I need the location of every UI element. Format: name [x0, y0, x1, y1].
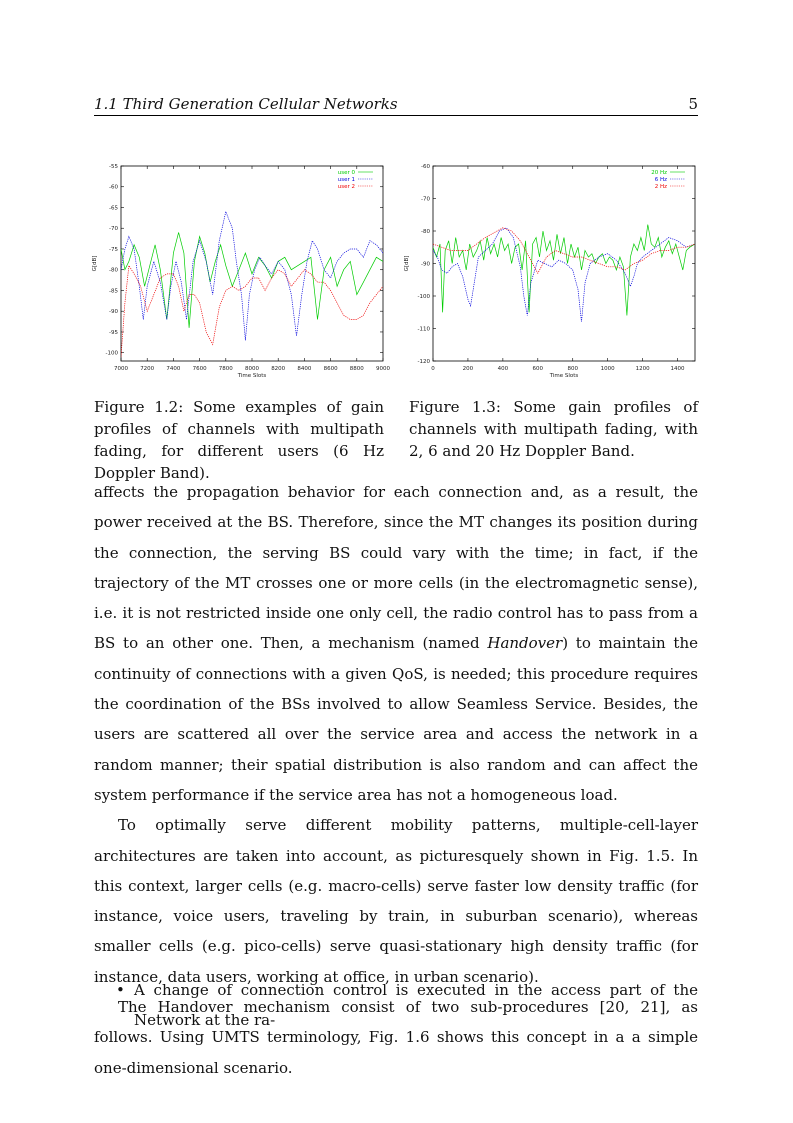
plot-frame: [121, 166, 383, 361]
y-axis-label: G[dB]: [404, 255, 410, 272]
y-tick-label: -60: [109, 184, 118, 191]
series-line-user-2: [121, 266, 383, 357]
handover-term: Handover: [487, 634, 563, 653]
figure-1-3-caption: Figure 1.3: Some gain profiles of channels with multipath fading, with 2, 6 and 20 Hz Doppler Band.: [409, 398, 698, 460]
y-tick-label: -60: [421, 164, 430, 170]
legend-label: 2 Hz: [654, 184, 667, 190]
x-tick-label: 8200: [271, 366, 286, 372]
bullet-icon: •: [116, 981, 125, 999]
y-axis-label: G[dB]: [92, 255, 98, 272]
y-tick-label: -110: [417, 326, 430, 333]
y-tick-label: -65: [109, 205, 118, 212]
series-line-2-hz: [433, 228, 695, 273]
figure-1-3-chart: [400, 160, 700, 382]
page-number: 5: [688, 95, 698, 113]
series-line-20-hz: [433, 225, 695, 316]
y-tick-label: -70: [109, 226, 118, 233]
x-tick-label: 8400: [297, 366, 312, 372]
x-tick-label: 7000: [114, 366, 128, 372]
x-axis-label: Time Slots: [237, 373, 267, 379]
gain-profiles-users-chart: [88, 160, 388, 382]
legend-label: 20 Hz: [651, 170, 667, 176]
legend-label: user 2: [337, 184, 355, 190]
gain-profiles-doppler-chart: [400, 160, 700, 382]
y-tick-label: -100: [105, 350, 118, 357]
plot-frame: [433, 166, 695, 361]
y-tick-label: -75: [109, 246, 118, 253]
x-tick-label: 400: [497, 366, 509, 372]
figure-1-2-chart: [88, 160, 388, 382]
x-tick-label: 7400: [166, 366, 181, 372]
list-item-text: A change of connection control is executed in the access part of the Network at the ra-: [134, 981, 698, 1029]
x-tick-label: 7800: [218, 366, 233, 372]
legend-label: 6 Hz: [654, 177, 667, 183]
y-tick-label: -70: [421, 196, 430, 203]
x-tick-label: 800: [567, 366, 578, 372]
x-tick-label: 1200: [635, 366, 650, 372]
legend-label: user 1: [337, 177, 355, 183]
section-title: 1.1 Third Generation Cellular Networks: [94, 95, 398, 113]
x-tick-label: 8600: [323, 366, 338, 372]
x-tick-label: 1400: [670, 366, 685, 372]
paragraph-2: To optimally serve different mobility patterns, multiple-cell-layer architectures are taken into account, as picturesquely shown in Fig. 1.5. In this context, larger cells (e.g. macro-cells) serve faster low density traffic (for instance, voice users, traveling by train, in suburban scenario), whereas smaller cells (e.g. pico-cells) serve quasi-stationary high density traffic (for instance, data users, working at office, in urban scenario).: [94, 816, 698, 986]
x-tick-label: 7200: [140, 366, 155, 372]
y-tick-label: -100: [417, 294, 430, 300]
y-tick-label: -120: [417, 359, 430, 365]
y-tick-label: -80: [421, 229, 430, 235]
y-tick-label: -95: [109, 329, 118, 336]
paragraph-3: The Handover mechanism consist of two sub-procedures [20, 21], as follows. Using UMTS terminology, Fig. 1.6 shows this concept in a a simple one-dimensional scenario.: [94, 998, 698, 1077]
figure-1-2-caption: Figure 1.2: Some examples of gain profiles of channels with multipath fading, for different users (6 Hz Doppler Band).: [94, 398, 384, 482]
x-tick-label: 200: [462, 366, 474, 372]
y-tick-label: -85: [109, 288, 118, 295]
x-axis-label: Time Slots: [549, 373, 579, 379]
y-tick-label: -90: [109, 309, 118, 316]
x-tick-label: 7600: [192, 366, 207, 372]
running-header: [94, 95, 698, 116]
x-tick-label: 600: [532, 366, 544, 372]
x-tick-label: 1000: [600, 366, 615, 372]
x-tick-label: 8000: [245, 366, 259, 372]
y-tick-label: -55: [109, 164, 118, 170]
series-line-user-0: [121, 232, 383, 327]
x-tick-label: 0: [431, 366, 435, 372]
y-tick-label: -90: [421, 261, 430, 268]
x-tick-label: 8800: [349, 366, 364, 372]
paragraph-1: affects the propagation behavior for each connection and, as a result, the power received at the BS. Therefore, since the MT changes its position during the connection, the serving BS could vary with the time; in fact, if the trajectory of the MT crosses one or more cells (in the electromagnetic sense), i.e. it is not restricted inside one only cell, the radio control has to pass from a BS to an other one. Then, a mechanism (named Handover) to maintain the continuity of connections with a given QoS, is needed; this procedure requires the coordination of the BSs involved to allow Seamless Service. Besides, the users are scattered all over the service area and access the network in a random manner; their spatial distribution is also random and can affect the system performance if the service area has not a homogeneous load.: [94, 483, 698, 804]
series-line-user-1: [121, 212, 383, 341]
series-line-6-hz: [433, 228, 695, 322]
y-tick-label: -80: [109, 267, 118, 274]
x-tick-label: 9000: [376, 366, 390, 372]
legend-label: user 0: [337, 170, 355, 176]
